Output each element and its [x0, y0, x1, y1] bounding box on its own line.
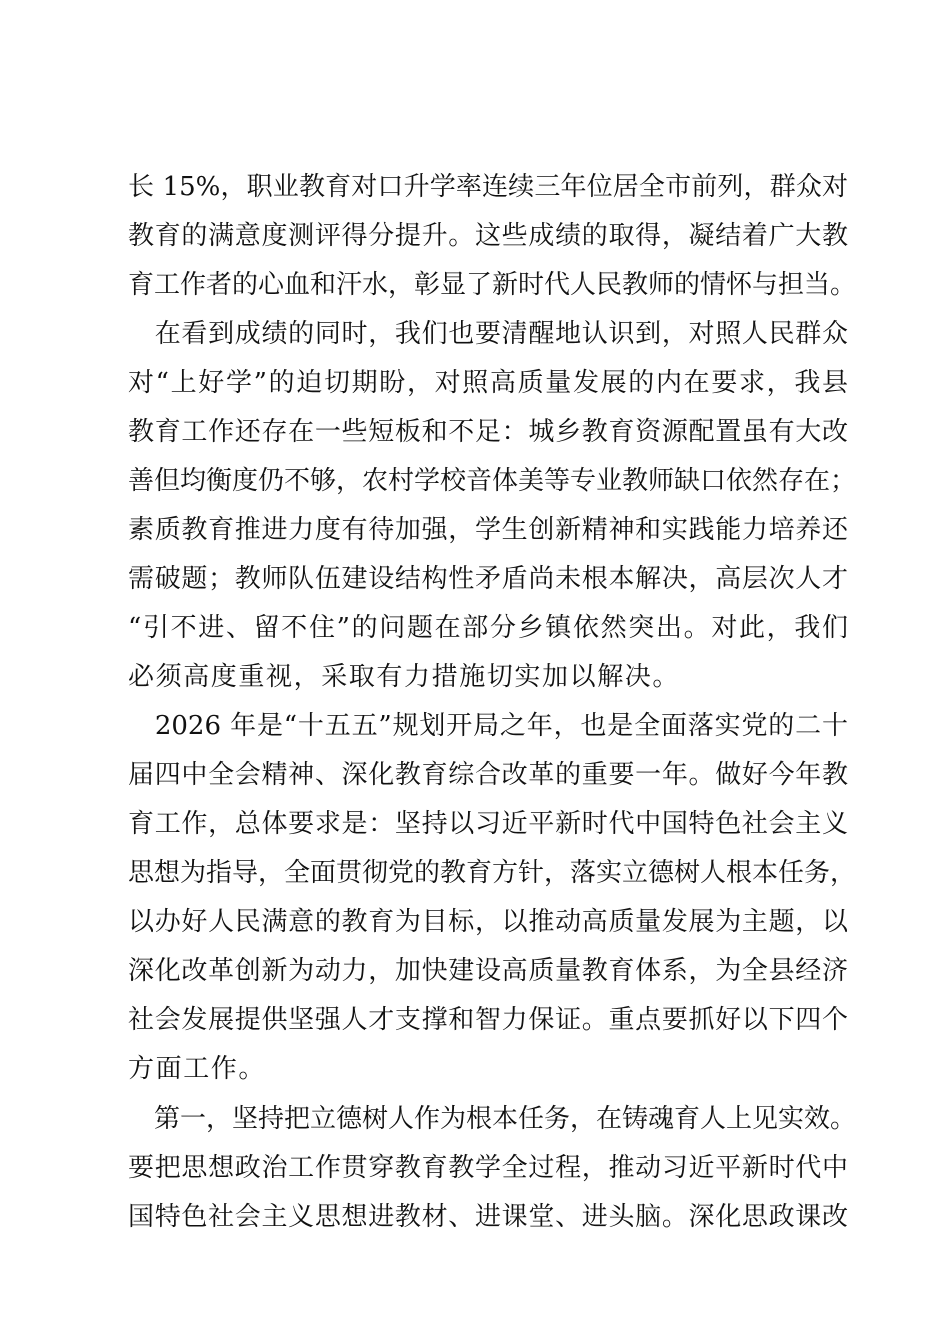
text-line: 第一，坚持把立德树人作为根本任务，在铸魂育人上见实效。: [128, 1104, 857, 1134]
text-line: 长 15%，职业教育对口升学率连续三年位居全市前列，群众对: [128, 172, 848, 202]
text-line: 方面工作。: [128, 1054, 267, 1084]
text-line: 对“上好学”的迫切期盼，对照高质量发展的内在要求，我县: [128, 368, 848, 398]
text-line: 要把思想政治工作贯穿教育教学全过程，推动习近平新时代中: [128, 1153, 848, 1183]
text-line: 善但均衡度仍不够，农村学校音体美等专业教师缺口依然存在；: [128, 466, 857, 496]
text-line: 思想为指导，全面贯彻党的教育方针，落实立德树人根本任务，: [128, 858, 857, 888]
text-line: 必须高度重视，采取有力措施切实加以解决。: [128, 662, 681, 692]
text-line: 育工作者的心血和汗水，彰显了新时代人民教师的情怀与担当。: [128, 270, 857, 300]
text-line: 届四中全会精神、深化教育综合改革的重要一年。做好今年教: [128, 760, 848, 790]
text-line: 国特色社会主义思想进教材、进课堂、进头脑。深化思政课改: [128, 1202, 848, 1232]
text-line: 社会发展提供坚强人才支撑和智力保证。重点要抓好以下四个: [128, 1005, 848, 1035]
text-line: 教育的满意度测评得分提升。这些成绩的取得，凝结着广大教: [128, 221, 848, 251]
text-line: 2026 年是“十五五”规划开局之年，也是全面落实党的二十: [128, 711, 848, 741]
text-line: 育工作，总体要求是：坚持以习近平新时代中国特色社会主义: [128, 809, 848, 839]
text-line: “引不进、留不住”的问题在部分乡镇依然突出。对此，我们: [128, 613, 848, 643]
text-line: 素质教育推进力度有待加强，学生创新精神和实践能力培养还: [128, 515, 848, 545]
text-line: 教育工作还存在一些短板和不足：城乡教育资源配置虽有大改: [128, 417, 848, 447]
text-line: 深化改革创新为动力，加快建设高质量教育体系，为全县经济: [128, 956, 848, 986]
text-line: 以办好人民满意的教育为目标，以推动高质量发展为主题，以: [128, 907, 848, 937]
text-line: 需破题；教师队伍建设结构性矛盾尚未根本解决，高层次人才: [128, 564, 848, 594]
text-line: 在看到成绩的同时，我们也要清醒地认识到，对照人民群众: [128, 319, 848, 349]
